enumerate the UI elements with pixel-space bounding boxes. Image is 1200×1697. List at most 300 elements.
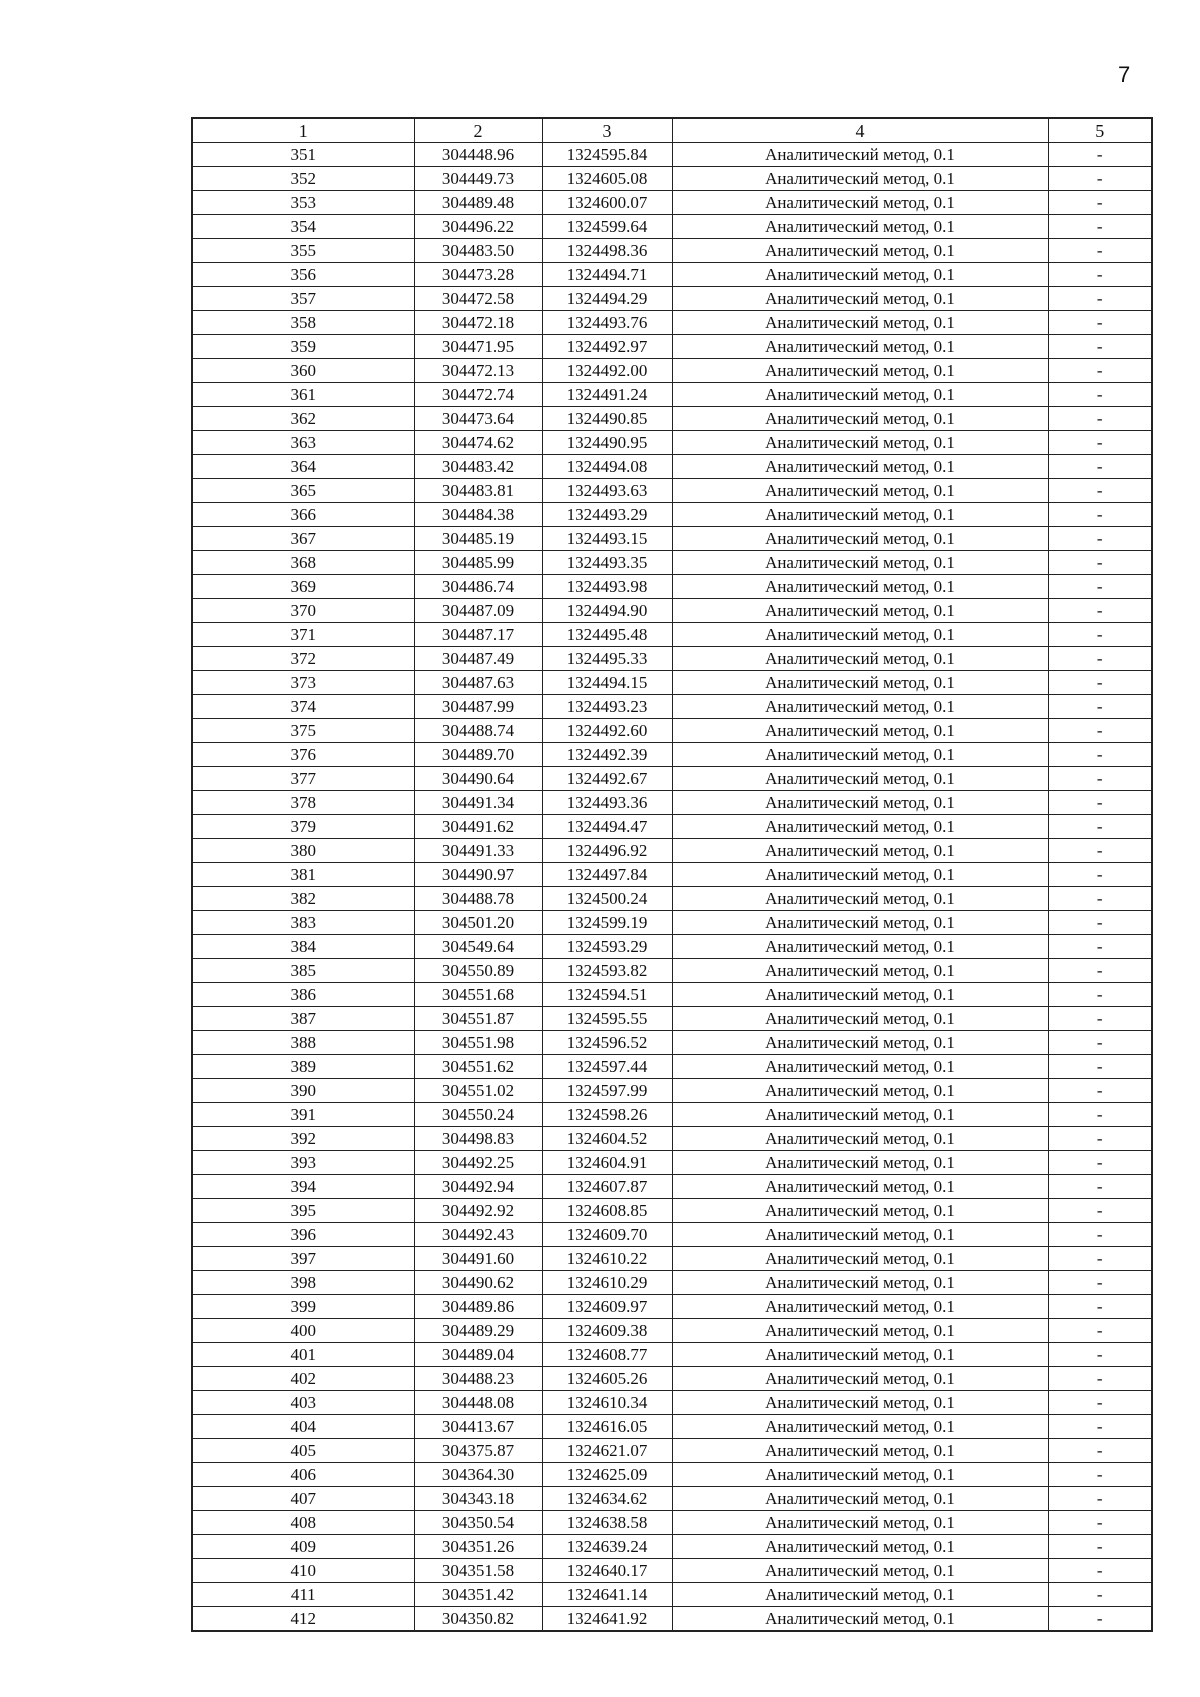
x-coordinate-cell: 304551.68 bbox=[414, 983, 542, 1007]
table-row bbox=[192, 863, 1152, 887]
method-accuracy-cell: Аналитический метод, 0.1 bbox=[672, 767, 1048, 791]
table-row bbox=[192, 1055, 1152, 1079]
method-accuracy-cell: Аналитический метод, 0.1 bbox=[672, 1487, 1048, 1511]
point-number-cell: 404 bbox=[192, 1415, 414, 1439]
y-coordinate-cell: 1324593.82 bbox=[542, 959, 672, 983]
point-number-cell: 382 bbox=[192, 887, 414, 911]
note-cell: - bbox=[1048, 887, 1152, 911]
x-coordinate-cell: 304351.42 bbox=[414, 1583, 542, 1607]
point-number-cell: 403 bbox=[192, 1391, 414, 1415]
point-number-cell: 368 bbox=[192, 551, 414, 575]
y-coordinate-cell: 1324595.55 bbox=[542, 1007, 672, 1031]
y-coordinate-cell: 1324605.26 bbox=[542, 1367, 672, 1391]
column-header-3: 3 bbox=[542, 118, 672, 143]
y-coordinate-cell: 1324639.24 bbox=[542, 1535, 672, 1559]
point-number-cell: 373 bbox=[192, 671, 414, 695]
table-row bbox=[192, 1535, 1152, 1559]
x-coordinate-cell: 304551.62 bbox=[414, 1055, 542, 1079]
note-cell: - bbox=[1048, 1439, 1152, 1463]
table-row bbox=[192, 1415, 1152, 1439]
note-cell: - bbox=[1048, 1391, 1152, 1415]
column-header-4: 4 bbox=[672, 118, 1048, 143]
y-coordinate-cell: 1324492.00 bbox=[542, 359, 672, 383]
point-number-cell: 357 bbox=[192, 287, 414, 311]
method-accuracy-cell: Аналитический метод, 0.1 bbox=[672, 215, 1048, 239]
method-accuracy-cell: Аналитический метод, 0.1 bbox=[672, 383, 1048, 407]
y-coordinate-cell: 1324496.92 bbox=[542, 839, 672, 863]
x-coordinate-cell: 304492.92 bbox=[414, 1199, 542, 1223]
method-accuracy-cell: Аналитический метод, 0.1 bbox=[672, 839, 1048, 863]
method-accuracy-cell: Аналитический метод, 0.1 bbox=[672, 1247, 1048, 1271]
x-coordinate-cell: 304448.96 bbox=[414, 143, 542, 167]
point-number-cell: 397 bbox=[192, 1247, 414, 1271]
point-number-cell: 396 bbox=[192, 1223, 414, 1247]
method-accuracy-cell: Аналитический метод, 0.1 bbox=[672, 191, 1048, 215]
method-accuracy-cell: Аналитический метод, 0.1 bbox=[672, 671, 1048, 695]
y-coordinate-cell: 1324494.08 bbox=[542, 455, 672, 479]
method-accuracy-cell: Аналитический метод, 0.1 bbox=[672, 1415, 1048, 1439]
x-coordinate-cell: 304472.58 bbox=[414, 287, 542, 311]
note-cell: - bbox=[1048, 671, 1152, 695]
method-accuracy-cell: Аналитический метод, 0.1 bbox=[672, 1511, 1048, 1535]
x-coordinate-cell: 304483.81 bbox=[414, 479, 542, 503]
x-coordinate-cell: 304350.82 bbox=[414, 1607, 542, 1632]
method-accuracy-cell: Аналитический метод, 0.1 bbox=[672, 599, 1048, 623]
y-coordinate-cell: 1324599.19 bbox=[542, 911, 672, 935]
y-coordinate-cell: 1324494.29 bbox=[542, 287, 672, 311]
x-coordinate-cell: 304550.24 bbox=[414, 1103, 542, 1127]
note-cell: - bbox=[1048, 551, 1152, 575]
note-cell: - bbox=[1048, 1103, 1152, 1127]
point-number-cell: 375 bbox=[192, 719, 414, 743]
note-cell: - bbox=[1048, 1079, 1152, 1103]
method-accuracy-cell: Аналитический метод, 0.1 bbox=[672, 407, 1048, 431]
method-accuracy-cell: Аналитический метод, 0.1 bbox=[672, 911, 1048, 935]
table-row bbox=[192, 911, 1152, 935]
note-cell: - bbox=[1048, 839, 1152, 863]
y-coordinate-cell: 1324491.24 bbox=[542, 383, 672, 407]
point-number-cell: 401 bbox=[192, 1343, 414, 1367]
x-coordinate-cell: 304491.33 bbox=[414, 839, 542, 863]
method-accuracy-cell: Аналитический метод, 0.1 bbox=[672, 1007, 1048, 1031]
note-cell: - bbox=[1048, 1055, 1152, 1079]
note-cell: - bbox=[1048, 1511, 1152, 1535]
x-coordinate-cell: 304351.58 bbox=[414, 1559, 542, 1583]
note-cell: - bbox=[1048, 1271, 1152, 1295]
table-row bbox=[192, 1319, 1152, 1343]
point-number-cell: 366 bbox=[192, 503, 414, 527]
note-cell: - bbox=[1048, 1559, 1152, 1583]
x-coordinate-cell: 304551.02 bbox=[414, 1079, 542, 1103]
point-number-cell: 365 bbox=[192, 479, 414, 503]
note-cell: - bbox=[1048, 983, 1152, 1007]
table-row bbox=[192, 1007, 1152, 1031]
x-coordinate-cell: 304483.42 bbox=[414, 455, 542, 479]
table-row bbox=[192, 1559, 1152, 1583]
table-row bbox=[192, 1079, 1152, 1103]
point-number-cell: 395 bbox=[192, 1199, 414, 1223]
note-cell: - bbox=[1048, 1343, 1152, 1367]
table-row bbox=[192, 1607, 1152, 1632]
table-row bbox=[192, 1583, 1152, 1607]
y-coordinate-cell: 1324493.35 bbox=[542, 551, 672, 575]
note-cell: - bbox=[1048, 1415, 1152, 1439]
method-accuracy-cell: Аналитический метод, 0.1 bbox=[672, 1151, 1048, 1175]
method-accuracy-cell: Аналитический метод, 0.1 bbox=[672, 719, 1048, 743]
x-coordinate-cell: 304487.99 bbox=[414, 695, 542, 719]
y-coordinate-cell: 1324498.36 bbox=[542, 239, 672, 263]
table-row bbox=[192, 503, 1152, 527]
note-cell: - bbox=[1048, 647, 1152, 671]
x-coordinate-cell: 304486.74 bbox=[414, 575, 542, 599]
point-number-cell: 408 bbox=[192, 1511, 414, 1535]
table-row bbox=[192, 455, 1152, 479]
x-coordinate-cell: 304484.38 bbox=[414, 503, 542, 527]
table-header bbox=[192, 118, 1152, 143]
y-coordinate-cell: 1324593.29 bbox=[542, 935, 672, 959]
method-accuracy-cell: Аналитический метод, 0.1 bbox=[672, 1127, 1048, 1151]
method-accuracy-cell: Аналитический метод, 0.1 bbox=[672, 1559, 1048, 1583]
table-row bbox=[192, 191, 1152, 215]
table-row bbox=[192, 719, 1152, 743]
y-coordinate-cell: 1324493.23 bbox=[542, 695, 672, 719]
x-coordinate-cell: 304350.54 bbox=[414, 1511, 542, 1535]
method-accuracy-cell: Аналитический метод, 0.1 bbox=[672, 1463, 1048, 1487]
table-row bbox=[192, 839, 1152, 863]
x-coordinate-cell: 304487.17 bbox=[414, 623, 542, 647]
point-number-cell: 351 bbox=[192, 143, 414, 167]
x-coordinate-cell: 304364.30 bbox=[414, 1463, 542, 1487]
table-row bbox=[192, 1439, 1152, 1463]
y-coordinate-cell: 1324597.44 bbox=[542, 1055, 672, 1079]
point-number-cell: 363 bbox=[192, 431, 414, 455]
point-number-cell: 394 bbox=[192, 1175, 414, 1199]
method-accuracy-cell: Аналитический метод, 0.1 bbox=[672, 479, 1048, 503]
point-number-cell: 398 bbox=[192, 1271, 414, 1295]
table-row bbox=[192, 1487, 1152, 1511]
note-cell: - bbox=[1048, 599, 1152, 623]
point-number-cell: 407 bbox=[192, 1487, 414, 1511]
table-row bbox=[192, 359, 1152, 383]
y-coordinate-cell: 1324604.91 bbox=[542, 1151, 672, 1175]
method-accuracy-cell: Аналитический метод, 0.1 bbox=[672, 1055, 1048, 1079]
y-coordinate-cell: 1324495.48 bbox=[542, 623, 672, 647]
point-number-cell: 392 bbox=[192, 1127, 414, 1151]
y-coordinate-cell: 1324607.87 bbox=[542, 1175, 672, 1199]
y-coordinate-cell: 1324610.29 bbox=[542, 1271, 672, 1295]
point-number-cell: 362 bbox=[192, 407, 414, 431]
point-number-cell: 378 bbox=[192, 791, 414, 815]
method-accuracy-cell: Аналитический метод, 0.1 bbox=[672, 527, 1048, 551]
table-row bbox=[192, 1103, 1152, 1127]
point-number-cell: 358 bbox=[192, 311, 414, 335]
point-number-cell: 356 bbox=[192, 263, 414, 287]
y-coordinate-cell: 1324608.77 bbox=[542, 1343, 672, 1367]
table-row bbox=[192, 167, 1152, 191]
y-coordinate-cell: 1324490.85 bbox=[542, 407, 672, 431]
method-accuracy-cell: Аналитический метод, 0.1 bbox=[672, 167, 1048, 191]
method-accuracy-cell: Аналитический метод, 0.1 bbox=[672, 335, 1048, 359]
y-coordinate-cell: 1324609.97 bbox=[542, 1295, 672, 1319]
note-cell: - bbox=[1048, 1487, 1152, 1511]
x-coordinate-cell: 304492.25 bbox=[414, 1151, 542, 1175]
x-coordinate-cell: 304492.43 bbox=[414, 1223, 542, 1247]
note-cell: - bbox=[1048, 215, 1152, 239]
table-row bbox=[192, 143, 1152, 167]
y-coordinate-cell: 1324492.60 bbox=[542, 719, 672, 743]
note-cell: - bbox=[1048, 1607, 1152, 1632]
point-number-cell: 391 bbox=[192, 1103, 414, 1127]
point-number-cell: 352 bbox=[192, 167, 414, 191]
y-coordinate-cell: 1324493.98 bbox=[542, 575, 672, 599]
note-cell: - bbox=[1048, 1223, 1152, 1247]
method-accuracy-cell: Аналитический метод, 0.1 bbox=[672, 359, 1048, 383]
y-coordinate-cell: 1324493.29 bbox=[542, 503, 672, 527]
note-cell: - bbox=[1048, 1199, 1152, 1223]
x-coordinate-cell: 304549.64 bbox=[414, 935, 542, 959]
method-accuracy-cell: Аналитический метод, 0.1 bbox=[672, 551, 1048, 575]
x-coordinate-cell: 304496.22 bbox=[414, 215, 542, 239]
point-number-cell: 367 bbox=[192, 527, 414, 551]
point-number-cell: 374 bbox=[192, 695, 414, 719]
method-accuracy-cell: Аналитический метод, 0.1 bbox=[672, 743, 1048, 767]
y-coordinate-cell: 1324492.67 bbox=[542, 767, 672, 791]
method-accuracy-cell: Аналитический метод, 0.1 bbox=[672, 1295, 1048, 1319]
table-row bbox=[192, 575, 1152, 599]
point-number-cell: 380 bbox=[192, 839, 414, 863]
note-cell: - bbox=[1048, 863, 1152, 887]
table-row bbox=[192, 1271, 1152, 1295]
point-number-cell: 402 bbox=[192, 1367, 414, 1391]
x-coordinate-cell: 304413.67 bbox=[414, 1415, 542, 1439]
note-cell: - bbox=[1048, 1295, 1152, 1319]
y-coordinate-cell: 1324595.84 bbox=[542, 143, 672, 167]
x-coordinate-cell: 304471.95 bbox=[414, 335, 542, 359]
y-coordinate-cell: 1324641.14 bbox=[542, 1583, 672, 1607]
x-coordinate-cell: 304498.83 bbox=[414, 1127, 542, 1151]
x-coordinate-cell: 304487.63 bbox=[414, 671, 542, 695]
table-row bbox=[192, 215, 1152, 239]
y-coordinate-cell: 1324641.92 bbox=[542, 1607, 672, 1632]
method-accuracy-cell: Аналитический метод, 0.1 bbox=[672, 1343, 1048, 1367]
x-coordinate-cell: 304487.09 bbox=[414, 599, 542, 623]
point-number-cell: 399 bbox=[192, 1295, 414, 1319]
y-coordinate-cell: 1324493.15 bbox=[542, 527, 672, 551]
note-cell: - bbox=[1048, 695, 1152, 719]
method-accuracy-cell: Аналитический метод, 0.1 bbox=[672, 503, 1048, 527]
method-accuracy-cell: Аналитический метод, 0.1 bbox=[672, 1271, 1048, 1295]
point-number-cell: 389 bbox=[192, 1055, 414, 1079]
table-row bbox=[192, 671, 1152, 695]
method-accuracy-cell: Аналитический метод, 0.1 bbox=[672, 1367, 1048, 1391]
table-row bbox=[192, 1295, 1152, 1319]
table-row bbox=[192, 407, 1152, 431]
x-coordinate-cell: 304487.49 bbox=[414, 647, 542, 671]
y-coordinate-cell: 1324494.47 bbox=[542, 815, 672, 839]
y-coordinate-cell: 1324616.05 bbox=[542, 1415, 672, 1439]
x-coordinate-cell: 304501.20 bbox=[414, 911, 542, 935]
table-row bbox=[192, 335, 1152, 359]
table-row bbox=[192, 815, 1152, 839]
point-number-cell: 370 bbox=[192, 599, 414, 623]
note-cell: - bbox=[1048, 1151, 1152, 1175]
note-cell: - bbox=[1048, 1247, 1152, 1271]
x-coordinate-cell: 304483.50 bbox=[414, 239, 542, 263]
y-coordinate-cell: 1324604.52 bbox=[542, 1127, 672, 1151]
method-accuracy-cell: Аналитический метод, 0.1 bbox=[672, 575, 1048, 599]
note-cell: - bbox=[1048, 911, 1152, 935]
page-number: 7 bbox=[1118, 62, 1131, 87]
x-coordinate-cell: 304489.86 bbox=[414, 1295, 542, 1319]
note-cell: - bbox=[1048, 1175, 1152, 1199]
x-coordinate-cell: 304351.26 bbox=[414, 1535, 542, 1559]
table-row bbox=[192, 1391, 1152, 1415]
point-number-cell: 410 bbox=[192, 1559, 414, 1583]
note-cell: - bbox=[1048, 743, 1152, 767]
table-row bbox=[192, 527, 1152, 551]
x-coordinate-cell: 304448.08 bbox=[414, 1391, 542, 1415]
x-coordinate-cell: 304488.74 bbox=[414, 719, 542, 743]
y-coordinate-cell: 1324609.38 bbox=[542, 1319, 672, 1343]
note-cell: - bbox=[1048, 503, 1152, 527]
point-number-cell: 385 bbox=[192, 959, 414, 983]
method-accuracy-cell: Аналитический метод, 0.1 bbox=[672, 1103, 1048, 1127]
method-accuracy-cell: Аналитический метод, 0.1 bbox=[672, 239, 1048, 263]
y-coordinate-cell: 1324500.24 bbox=[542, 887, 672, 911]
table-row bbox=[192, 767, 1152, 791]
point-number-cell: 400 bbox=[192, 1319, 414, 1343]
method-accuracy-cell: Аналитический метод, 0.1 bbox=[672, 935, 1048, 959]
y-coordinate-cell: 1324625.09 bbox=[542, 1463, 672, 1487]
x-coordinate-cell: 304485.99 bbox=[414, 551, 542, 575]
y-coordinate-cell: 1324594.51 bbox=[542, 983, 672, 1007]
column-header-2: 2 bbox=[414, 118, 542, 143]
note-cell: - bbox=[1048, 791, 1152, 815]
method-accuracy-cell: Аналитический метод, 0.1 bbox=[672, 455, 1048, 479]
table-row bbox=[192, 935, 1152, 959]
note-cell: - bbox=[1048, 1535, 1152, 1559]
note-cell: - bbox=[1048, 959, 1152, 983]
table-row bbox=[192, 1511, 1152, 1535]
y-coordinate-cell: 1324608.85 bbox=[542, 1199, 672, 1223]
table-row bbox=[192, 623, 1152, 647]
point-number-cell: 384 bbox=[192, 935, 414, 959]
note-cell: - bbox=[1048, 575, 1152, 599]
x-coordinate-cell: 304343.18 bbox=[414, 1487, 542, 1511]
table-row bbox=[192, 743, 1152, 767]
point-number-cell: 376 bbox=[192, 743, 414, 767]
table-row bbox=[192, 599, 1152, 623]
note-cell: - bbox=[1048, 383, 1152, 407]
x-coordinate-cell: 304489.29 bbox=[414, 1319, 542, 1343]
point-number-cell: 390 bbox=[192, 1079, 414, 1103]
x-coordinate-cell: 304490.62 bbox=[414, 1271, 542, 1295]
x-coordinate-cell: 304551.87 bbox=[414, 1007, 542, 1031]
y-coordinate-cell: 1324494.90 bbox=[542, 599, 672, 623]
method-accuracy-cell: Аналитический метод, 0.1 bbox=[672, 311, 1048, 335]
x-coordinate-cell: 304491.60 bbox=[414, 1247, 542, 1271]
y-coordinate-cell: 1324493.63 bbox=[542, 479, 672, 503]
point-number-cell: 411 bbox=[192, 1583, 414, 1607]
method-accuracy-cell: Аналитический метод, 0.1 bbox=[672, 287, 1048, 311]
table-row bbox=[192, 1343, 1152, 1367]
y-coordinate-cell: 1324600.07 bbox=[542, 191, 672, 215]
table-row bbox=[192, 695, 1152, 719]
table-row bbox=[192, 1175, 1152, 1199]
note-cell: - bbox=[1048, 167, 1152, 191]
x-coordinate-cell: 304492.94 bbox=[414, 1175, 542, 1199]
x-coordinate-cell: 304472.13 bbox=[414, 359, 542, 383]
table-header-row bbox=[192, 118, 1152, 143]
method-accuracy-cell: Аналитический метод, 0.1 bbox=[672, 1031, 1048, 1055]
table-row bbox=[192, 1367, 1152, 1391]
table-row bbox=[192, 311, 1152, 335]
table-row bbox=[192, 551, 1152, 575]
note-cell: - bbox=[1048, 263, 1152, 287]
note-cell: - bbox=[1048, 767, 1152, 791]
table-row bbox=[192, 479, 1152, 503]
column-header-5: 5 bbox=[1048, 118, 1152, 143]
column-header-1: 1 bbox=[192, 118, 414, 143]
x-coordinate-cell: 304485.19 bbox=[414, 527, 542, 551]
x-coordinate-cell: 304489.70 bbox=[414, 743, 542, 767]
table-row bbox=[192, 287, 1152, 311]
x-coordinate-cell: 304550.89 bbox=[414, 959, 542, 983]
note-cell: - bbox=[1048, 455, 1152, 479]
method-accuracy-cell: Аналитический метод, 0.1 bbox=[672, 263, 1048, 287]
table-body bbox=[192, 143, 1152, 1632]
y-coordinate-cell: 1324493.76 bbox=[542, 311, 672, 335]
note-cell: - bbox=[1048, 623, 1152, 647]
note-cell: - bbox=[1048, 1127, 1152, 1151]
table-row bbox=[192, 263, 1152, 287]
point-number-cell: 360 bbox=[192, 359, 414, 383]
point-number-cell: 406 bbox=[192, 1463, 414, 1487]
y-coordinate-cell: 1324598.26 bbox=[542, 1103, 672, 1127]
y-coordinate-cell: 1324494.71 bbox=[542, 263, 672, 287]
note-cell: - bbox=[1048, 311, 1152, 335]
coordinates-table-container bbox=[191, 117, 1151, 1632]
point-number-cell: 371 bbox=[192, 623, 414, 647]
x-coordinate-cell: 304490.97 bbox=[414, 863, 542, 887]
note-cell: - bbox=[1048, 1007, 1152, 1031]
y-coordinate-cell: 1324610.22 bbox=[542, 1247, 672, 1271]
method-accuracy-cell: Аналитический метод, 0.1 bbox=[672, 1175, 1048, 1199]
table-row bbox=[192, 239, 1152, 263]
method-accuracy-cell: Аналитический метод, 0.1 bbox=[672, 623, 1048, 647]
note-cell: - bbox=[1048, 239, 1152, 263]
y-coordinate-cell: 1324599.64 bbox=[542, 215, 672, 239]
y-coordinate-cell: 1324494.15 bbox=[542, 671, 672, 695]
x-coordinate-cell: 304491.62 bbox=[414, 815, 542, 839]
x-coordinate-cell: 304449.73 bbox=[414, 167, 542, 191]
note-cell: - bbox=[1048, 479, 1152, 503]
method-accuracy-cell: Аналитический метод, 0.1 bbox=[672, 863, 1048, 887]
point-number-cell: 369 bbox=[192, 575, 414, 599]
y-coordinate-cell: 1324610.34 bbox=[542, 1391, 672, 1415]
x-coordinate-cell: 304474.62 bbox=[414, 431, 542, 455]
table-row bbox=[192, 983, 1152, 1007]
y-coordinate-cell: 1324638.58 bbox=[542, 1511, 672, 1535]
point-number-cell: 364 bbox=[192, 455, 414, 479]
y-coordinate-cell: 1324609.70 bbox=[542, 1223, 672, 1247]
method-accuracy-cell: Аналитический метод, 0.1 bbox=[672, 1607, 1048, 1632]
note-cell: - bbox=[1048, 815, 1152, 839]
y-coordinate-cell: 1324497.84 bbox=[542, 863, 672, 887]
y-coordinate-cell: 1324605.08 bbox=[542, 167, 672, 191]
note-cell: - bbox=[1048, 407, 1152, 431]
table-row bbox=[192, 647, 1152, 671]
